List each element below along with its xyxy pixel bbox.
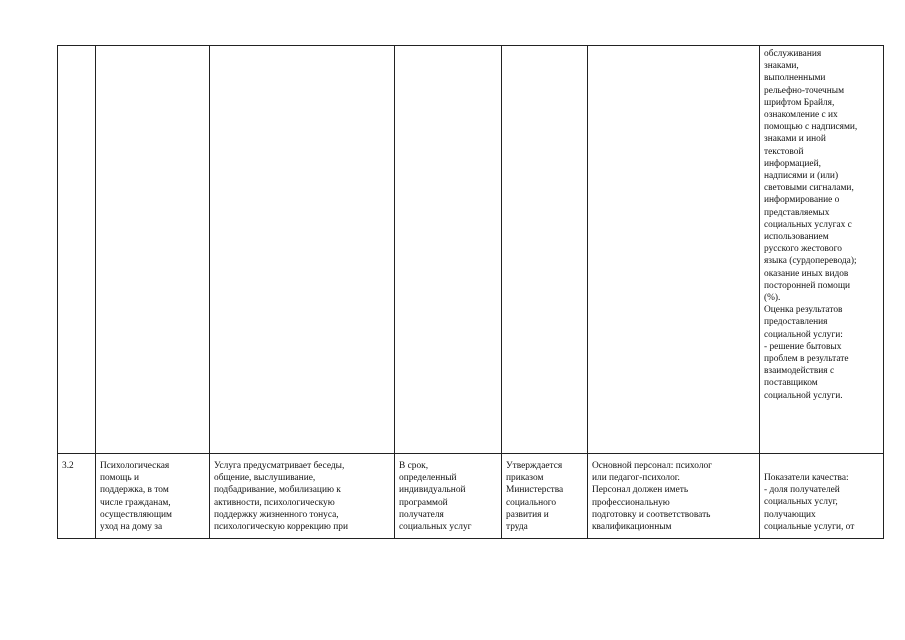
cell-text-line: Услуга предусматривает беседы,: [214, 461, 345, 471]
cell-service-term: [395, 46, 502, 454]
cell-number: [58, 454, 96, 539]
cell-text-line: или педагог-психолог.: [592, 473, 680, 484]
cell-text-line: предоставления: [764, 317, 828, 328]
cell-service-name: [96, 46, 210, 454]
cell-service-conditions: [588, 46, 760, 454]
cell-text-line: подбадривание, мобилизацию к: [214, 485, 341, 496]
cell-text-line: психологическую коррекцию при: [214, 522, 349, 533]
cell-text-line: числе гражданам,: [100, 497, 171, 508]
cell-text-line: социальных услуг,: [764, 497, 838, 508]
cell-text-line: посторонней помощи: [764, 280, 851, 291]
cell-text-line: световыми сигналами,: [764, 183, 854, 194]
cell-text-line: определенный: [399, 473, 457, 484]
cell-text-line: обслуживания: [764, 49, 822, 59]
cell-text-line: помощью с надписями,: [764, 122, 858, 133]
cell-text-line: программой: [399, 497, 448, 508]
cell-quality-indicators: [760, 454, 884, 539]
cell-number: [58, 46, 96, 454]
cell-text-line: социальной услуги.: [764, 390, 843, 401]
cell-text-line: Показатели качества:: [764, 473, 849, 483]
cell-text-line: русского жестового: [764, 244, 842, 255]
cell-service-description: [210, 46, 395, 454]
cell-text-line: социальных услуг: [399, 522, 472, 533]
cell-text-line: информирование о: [764, 195, 840, 206]
cell-text-line: Персонал должен иметь: [592, 485, 689, 496]
cell-text-line: текстовой: [764, 146, 804, 157]
cell-text-line: Министерства: [506, 485, 564, 496]
cell-text-line: получателя: [399, 509, 444, 520]
cell-text-line: использованием: [764, 232, 829, 243]
cell-text-line: представляемых: [764, 207, 830, 218]
cell-text-line: социальной услуги:: [764, 329, 843, 340]
cell-text-line: получающих: [764, 509, 816, 520]
cell-text-line: В срок,: [399, 461, 429, 471]
cell-text-line: профессиональную: [592, 497, 670, 508]
cell-text-line: квалификационным: [592, 522, 672, 533]
cell-service-tariff: [502, 46, 588, 454]
cell-text-line: индивидуальной: [399, 485, 466, 496]
cell-text-line: знаками,: [764, 61, 799, 72]
cell-text-line: приказом: [506, 473, 544, 484]
cell-service-tariff: [502, 454, 588, 539]
cell-text-line: подготовку и соответствовать: [592, 509, 711, 520]
cell-text-line: социального: [506, 497, 557, 508]
cell-text-line: [764, 460, 879, 472]
cell-service-name: [96, 454, 210, 539]
cell-text-line: (%).: [764, 293, 781, 304]
row-number: 3.2: [62, 461, 74, 471]
cell-quality-indicators: [760, 46, 884, 454]
cell-text-line: поддержку жизненного тонуса,: [214, 509, 339, 520]
cell-text-line: проблем в результате: [764, 354, 849, 365]
cell-text-line: надписями и (или): [764, 171, 839, 182]
cell-text-line: языка (сурдоперевода);: [764, 256, 857, 267]
cell-text-line: социальных услугах с: [764, 219, 852, 230]
cell-text-line: информацией,: [764, 158, 821, 169]
cell-text-line: оказание иных видов: [764, 268, 849, 279]
cell-text-line: осуществляющим: [100, 509, 172, 520]
cell-text-line: - доля получателей: [764, 485, 840, 496]
cell-text-line: поддержка, в том: [100, 485, 169, 496]
cell-text-line: шрифтом Брайля,: [764, 97, 835, 108]
cell-text-line: взаимодействия с: [764, 366, 835, 377]
cell-text-line: ознакомление с их: [764, 110, 838, 121]
cell-service-conditions: [588, 454, 760, 539]
table-row-continuation: [58, 46, 884, 454]
cell-text-line: Утверждается: [506, 461, 563, 471]
cell-service-term: [395, 454, 502, 539]
cell-text-line: Оценка результатов: [764, 305, 843, 316]
cell-text-line: рельефно-точечным: [764, 85, 845, 96]
cell-text-line: выполненными: [764, 73, 826, 84]
cell-text-line: помощь и: [100, 473, 140, 484]
table-row-3-2: [58, 454, 884, 539]
cell-text-line: Основной персонал: психолог: [592, 461, 713, 471]
cell-text-line: общение, выслушивание,: [214, 473, 316, 484]
cell-text-line: - решение бытовых: [764, 341, 842, 352]
cell-text-line: развития и: [506, 509, 549, 520]
cell-text-line: знаками и иной: [764, 134, 826, 145]
cell-text-line: уход на дому за: [100, 522, 163, 533]
cell-text-line: труда: [506, 522, 528, 533]
cell-text-line: активности, психологическую: [214, 497, 335, 508]
cell-service-description: [210, 454, 395, 539]
services-table: [57, 45, 884, 539]
cell-text-line: поставщиком: [764, 378, 818, 389]
cell-text-line: социальные услуги, от: [764, 521, 855, 532]
cell-text-line: Психологическая: [100, 461, 170, 471]
